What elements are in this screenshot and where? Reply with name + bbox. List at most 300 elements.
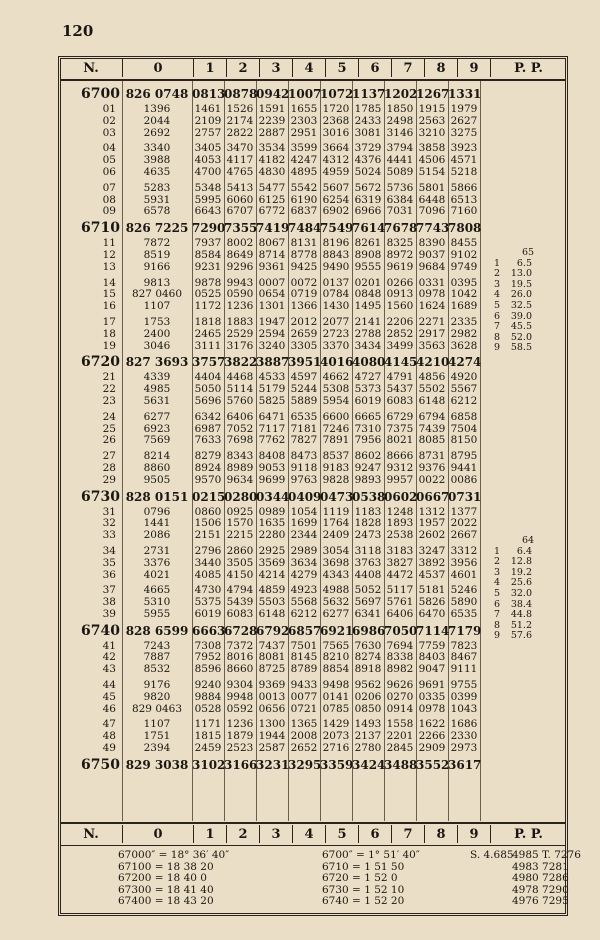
row-number: 38 xyxy=(102,596,116,609)
mantissa-4: 8789 xyxy=(290,663,318,676)
mantissa-8: 5826 xyxy=(418,596,446,609)
mantissa-3: 2594 xyxy=(258,327,286,340)
mantissa-5: 9183 xyxy=(322,461,350,474)
mantissa-7: 9312 xyxy=(386,461,414,474)
mantissa-8: 7759 xyxy=(418,639,446,652)
footer-row xyxy=(60,895,569,908)
mantissa-2: 5439 xyxy=(226,596,254,609)
header-0: 0 xyxy=(123,59,194,77)
mantissa-1: 8924 xyxy=(194,461,222,474)
pp-digit: 3 xyxy=(493,566,500,578)
mantissa-2: 1236 xyxy=(226,300,254,313)
pp-digit: 2 xyxy=(493,268,500,280)
mantissa-1: 9878 xyxy=(194,276,222,289)
mantissa-1: 7952 xyxy=(194,651,222,664)
mantissa-1: 0860 xyxy=(194,505,222,518)
mantissa-2: 5760 xyxy=(226,394,254,407)
pp-digit: 4 xyxy=(493,577,500,589)
mantissa-3: 5825 xyxy=(258,394,286,407)
mantissa-3: 8714 xyxy=(258,248,286,261)
mantissa-8: 2563 xyxy=(418,114,446,127)
mantissa-1: 6663 xyxy=(192,623,226,638)
mantissa-4: 0072 xyxy=(290,276,318,289)
mantissa-1: 3440 xyxy=(194,556,222,569)
row-number: 24 xyxy=(102,410,116,423)
arc-small: 6710 = 1 51 50 xyxy=(322,860,405,873)
mantissa-4: 0077 xyxy=(290,690,318,703)
mantissa-0: 2394 xyxy=(143,742,171,755)
mantissa-7: 2201 xyxy=(386,730,414,743)
mantissa-8: 3563 xyxy=(418,339,446,352)
mantissa-9: 9749 xyxy=(450,260,478,273)
mantissa-1: 1172 xyxy=(194,300,222,313)
mantissa-3: 0654 xyxy=(258,288,286,301)
mantissa-0: 9166 xyxy=(143,260,171,273)
row-number: 05 xyxy=(102,154,116,167)
mantissa-1: 5696 xyxy=(194,394,222,407)
pp-digit: 2 xyxy=(493,556,500,568)
row-number: 07 xyxy=(102,181,116,194)
mantissa-0: 826 0748 xyxy=(125,87,189,101)
row-number: 13 xyxy=(102,260,116,273)
mantissa-4: 1007 xyxy=(288,87,322,101)
mantissa-8: 5502 xyxy=(418,383,446,396)
mantissa-3: 6125 xyxy=(258,193,286,206)
pp-value: 13.0 xyxy=(510,268,532,280)
table-row xyxy=(60,183,566,195)
mantissa-1: 4053 xyxy=(194,154,222,167)
mantissa-0: 826 7225 xyxy=(125,221,189,236)
mantissa-4: 5889 xyxy=(290,394,318,407)
mantissa-2: 1883 xyxy=(226,315,254,328)
mantissa-3: 4533 xyxy=(258,371,286,384)
mantissa-0: 7872 xyxy=(143,237,171,250)
mantissa-9: 5218 xyxy=(450,165,478,178)
mantissa-0: 829 3038 xyxy=(125,757,189,772)
mantissa-0: 6277 xyxy=(143,410,171,423)
mantissa-5: 9490 xyxy=(322,260,350,273)
row-number: 03 xyxy=(102,126,116,139)
mantissa-5: 3698 xyxy=(322,556,350,569)
mantissa-1: 1461 xyxy=(194,103,222,115)
mantissa-7: 6083 xyxy=(386,394,414,407)
mantissa-6: 0538 xyxy=(352,489,386,504)
mantissa-9: 7179 xyxy=(448,623,482,638)
mantissa-1: 0525 xyxy=(194,288,222,301)
pp-digit: 7 xyxy=(493,321,500,333)
mantissa-8: 1267 xyxy=(416,87,450,101)
mantissa-6: 3729 xyxy=(354,142,382,155)
table-row xyxy=(60,463,566,475)
mantissa-3: 3534 xyxy=(258,142,286,155)
mantissa-8: 5154 xyxy=(418,165,446,178)
mantissa-8: 6448 xyxy=(418,193,446,206)
mantissa-9: 2667 xyxy=(450,529,478,542)
mantissa-5: 3370 xyxy=(322,339,350,352)
mantissa-6: 4727 xyxy=(354,371,382,384)
mantissa-0: 4665 xyxy=(143,584,171,597)
mantissa-4: 6190 xyxy=(290,193,318,206)
mantissa-6: 6986 xyxy=(352,623,386,638)
mantissa-2: 9304 xyxy=(226,679,254,692)
mantissa-7: 1248 xyxy=(386,505,414,518)
mantissa-6: 7614 xyxy=(352,221,386,236)
mantissa-6: 6319 xyxy=(354,193,382,206)
mantissa-7: 3827 xyxy=(386,556,414,569)
mantissa-2: 7698 xyxy=(226,434,254,447)
mantissa-8: 9376 xyxy=(418,461,446,474)
mantissa-8: 9037 xyxy=(418,248,446,261)
mantissa-9: 9441 xyxy=(450,461,478,474)
mantissa-5: 1430 xyxy=(322,300,350,313)
mantissa-9: 4571 xyxy=(450,154,478,167)
mantissa-3: 3231 xyxy=(256,757,290,772)
row-number: 02 xyxy=(102,114,116,127)
mantissa-0: 8214 xyxy=(143,450,171,463)
mantissa-1: 5348 xyxy=(194,181,222,194)
mantissa-2: 8343 xyxy=(226,450,254,463)
mantissa-3: 3887 xyxy=(256,355,290,370)
mantissa-0: 3046 xyxy=(143,339,171,352)
pp-digit: 9 xyxy=(493,630,500,642)
pp-digit: 6 xyxy=(493,310,500,322)
mantissa-8: 3858 xyxy=(418,142,446,155)
mantissa-5: 3016 xyxy=(322,126,350,139)
mantissa-8: 4537 xyxy=(418,568,446,581)
mantissa-1: 2465 xyxy=(194,327,222,340)
s-t-values: 4983 7281 xyxy=(512,860,569,873)
row-number: 09 xyxy=(102,205,116,218)
table-row xyxy=(60,435,566,447)
mantissa-5: 7891 xyxy=(322,434,350,447)
mantissa-6: 3763 xyxy=(354,556,382,569)
mantissa-5: 8210 xyxy=(322,651,350,664)
mantissa-6: 9555 xyxy=(354,260,382,273)
mantissa-5: 5632 xyxy=(322,596,350,609)
pp-digit: 6 xyxy=(493,598,500,610)
mantissa-5: 8196 xyxy=(322,237,350,250)
row-number: 34 xyxy=(102,544,116,557)
mantissa-7: 4145 xyxy=(384,355,418,370)
header-8: 8 xyxy=(425,59,458,77)
mantissa-2: 4150 xyxy=(226,568,254,581)
mantissa-8: 1622 xyxy=(418,718,446,731)
mantissa-4: 3295 xyxy=(288,757,322,772)
mantissa-3: 1301 xyxy=(258,300,286,313)
mantissa-8: 1312 xyxy=(418,505,446,518)
mantissa-6: 2137 xyxy=(354,730,382,743)
mantissa-7: 9619 xyxy=(386,260,414,273)
footer-6: 6 xyxy=(359,825,392,843)
footer-rule-2 xyxy=(60,845,566,846)
mantissa-6: 2780 xyxy=(354,742,382,755)
table-row xyxy=(60,128,566,140)
table-row xyxy=(60,84,566,104)
mantissa-1: 2109 xyxy=(194,114,222,127)
pp-value: 39.0 xyxy=(510,310,532,322)
mantissa-0: 9813 xyxy=(143,276,171,289)
mantissa-4: 9118 xyxy=(290,461,318,474)
mantissa-8: 1957 xyxy=(418,517,446,530)
mantissa-7: 2538 xyxy=(386,529,414,542)
mantissa-8: 6148 xyxy=(418,394,446,407)
mantissa-6: 3424 xyxy=(352,757,386,772)
mantissa-1: 2459 xyxy=(194,742,222,755)
mantissa-5: 0473 xyxy=(320,489,354,504)
mantissa-7: 3488 xyxy=(384,757,418,772)
mantissa-1: 7290 xyxy=(192,221,226,236)
s-t-values: 4978 7290 xyxy=(512,883,569,896)
mantissa-6: 7310 xyxy=(354,422,382,435)
mantissa-3: 8725 xyxy=(258,663,286,676)
mantissa-2: 4765 xyxy=(226,165,254,178)
mantissa-3: 0656 xyxy=(258,702,286,715)
mantissa-5: 4016 xyxy=(320,355,354,370)
row-number: 35 xyxy=(102,556,116,569)
row-number: 45 xyxy=(102,690,116,703)
mantissa-4: 2989 xyxy=(290,544,318,557)
mantissa-6: 6019 xyxy=(354,394,382,407)
mantissa-4: 7484 xyxy=(288,221,322,236)
pp-value: 52.0 xyxy=(510,331,532,343)
mantissa-0: 1751 xyxy=(143,730,171,743)
mantissa-7: 8021 xyxy=(386,434,414,447)
mantissa-7: 2206 xyxy=(386,315,414,328)
mantissa-1: 8596 xyxy=(194,663,222,676)
s-t-values: 4976 7295 xyxy=(512,895,569,907)
mantissa-5: 6921 xyxy=(320,623,354,638)
mantissa-8: 2909 xyxy=(418,742,446,755)
mantissa-5: 8843 xyxy=(322,248,350,261)
mantissa-9: 3956 xyxy=(450,556,478,569)
mantissa-0: 2692 xyxy=(143,126,171,139)
header-6: 6 xyxy=(359,59,392,77)
mantissa-0: 8860 xyxy=(143,461,171,474)
mantissa-9: 4274 xyxy=(448,355,482,370)
mantissa-9: 7823 xyxy=(450,639,478,652)
mantissa-8: 4506 xyxy=(418,154,446,167)
mantissa-7: 0914 xyxy=(386,702,414,715)
mantissa-6: 1828 xyxy=(354,517,382,530)
mantissa-2: 2174 xyxy=(226,114,254,127)
pp-value: 6.4 xyxy=(516,545,532,557)
mantissa-3: 1635 xyxy=(258,517,286,530)
mantissa-5: 8537 xyxy=(322,450,350,463)
mantissa-3: 4830 xyxy=(258,165,286,178)
footer-7: 7 xyxy=(392,825,425,843)
mantissa-4: 1365 xyxy=(290,718,318,731)
mantissa-1: 4700 xyxy=(194,165,222,178)
pp-digit: 5 xyxy=(493,299,500,311)
row-number: 08 xyxy=(102,193,116,206)
footer-notes xyxy=(60,849,581,908)
mantissa-1: 2796 xyxy=(194,544,222,557)
mantissa-2: 3505 xyxy=(226,556,254,569)
mantissa-7: 7375 xyxy=(386,422,414,435)
row-number: 06 xyxy=(102,165,116,178)
mantissa-2: 9296 xyxy=(226,260,254,273)
mantissa-0: 3376 xyxy=(143,556,171,569)
mantissa-2: 6060 xyxy=(226,193,254,206)
row-number: 32 xyxy=(102,517,116,530)
mantissa-3: 1947 xyxy=(258,315,286,328)
mantissa-9: 5890 xyxy=(450,596,478,609)
mantissa-9: 6513 xyxy=(450,193,478,206)
row-number: 04 xyxy=(102,142,116,155)
pp-value: 32.0 xyxy=(510,587,532,599)
mantissa-3: 0007 xyxy=(258,276,286,289)
row-number: 42 xyxy=(102,651,116,664)
mantissa-1: 3111 xyxy=(194,339,222,352)
mantissa-2: 0280 xyxy=(224,489,258,504)
mantissa-1: 1506 xyxy=(194,517,222,530)
mantissa-2: 9634 xyxy=(226,473,254,486)
mantissa-0: 8532 xyxy=(143,663,171,676)
mantissa-2: 1526 xyxy=(226,103,254,115)
mantissa-1: 4404 xyxy=(194,371,222,384)
mantissa-8: 9047 xyxy=(418,663,446,676)
table-row xyxy=(60,412,566,424)
mantissa-7: 4441 xyxy=(386,154,414,167)
mantissa-9: 3923 xyxy=(450,142,478,155)
mantissa-5: 3664 xyxy=(322,142,350,155)
row-number: 01 xyxy=(102,103,116,115)
mantissa-6: 8908 xyxy=(354,248,382,261)
mantissa-6: 1495 xyxy=(354,300,382,313)
mantissa-3: 9053 xyxy=(258,461,286,474)
mantissa-6: 1183 xyxy=(354,505,382,518)
mantissa-4: 5244 xyxy=(290,383,318,396)
table-row xyxy=(60,743,566,755)
table-row xyxy=(60,352,566,372)
mantissa-6: 5052 xyxy=(354,584,382,597)
footer-1: 1 xyxy=(194,825,227,843)
mantissa-7: 3146 xyxy=(386,126,414,139)
pp-value: 57.6 xyxy=(510,630,532,642)
mantissa-6: 2788 xyxy=(354,327,382,340)
mantissa-5: 6600 xyxy=(322,410,350,423)
mantissa-9: 0399 xyxy=(450,690,478,703)
mantissa-6: 0848 xyxy=(354,288,382,301)
row-number: 44 xyxy=(102,679,116,692)
mantissa-5: 3054 xyxy=(322,544,350,557)
mantissa-8: 8403 xyxy=(418,651,446,664)
mantissa-6: 3434 xyxy=(354,339,382,352)
mantissa-5: 1429 xyxy=(322,718,350,731)
footer-row xyxy=(60,872,569,885)
header-2: 2 xyxy=(227,59,260,77)
mantissa-8: 0978 xyxy=(418,288,446,301)
mantissa-7: 5736 xyxy=(386,181,414,194)
mantissa-9: 7808 xyxy=(448,221,482,236)
header-5: 5 xyxy=(326,59,359,77)
table-header xyxy=(60,59,566,77)
mantissa-3: 5503 xyxy=(258,596,286,609)
mantissa-8: 7439 xyxy=(418,422,446,435)
mantissa-0: 9505 xyxy=(143,473,171,486)
mantissa-1: 1818 xyxy=(194,315,222,328)
mantissa-2: 1236 xyxy=(226,718,254,731)
mantissa-3: 9369 xyxy=(258,679,286,692)
mantissa-9: 2627 xyxy=(450,114,478,127)
mantissa-1: 8584 xyxy=(194,248,222,261)
mantissa-6: 0206 xyxy=(354,690,382,703)
footer-8: 8 xyxy=(425,825,458,843)
mantissa-1: 3102 xyxy=(192,757,226,772)
mantissa-9: 3312 xyxy=(450,544,478,557)
mantissa-8: 2917 xyxy=(418,327,446,340)
mantissa-4: 0409 xyxy=(288,489,322,504)
row-number: 36 xyxy=(102,568,116,581)
row-number: 21 xyxy=(102,371,116,384)
mantissa-5: 4959 xyxy=(322,165,350,178)
mantissa-8: 9691 xyxy=(418,679,446,692)
mantissa-4: 6212 xyxy=(290,607,318,620)
mantissa-1: 4085 xyxy=(194,568,222,581)
mantissa-1: 7633 xyxy=(194,434,222,447)
mantissa-2: 2529 xyxy=(226,327,254,340)
mantissa-7: 0266 xyxy=(386,276,414,289)
mantissa-2: 9943 xyxy=(226,276,254,289)
mantissa-2: 8002 xyxy=(226,237,254,250)
row-number: 39 xyxy=(102,607,116,620)
mantissa-9: 2335 xyxy=(450,315,478,328)
pp-row xyxy=(482,589,532,600)
mantissa-8: 6794 xyxy=(418,410,446,423)
pp-row xyxy=(482,631,532,642)
mantissa-8: 7114 xyxy=(416,623,450,638)
mantissa-9: 5567 xyxy=(450,383,478,396)
mantissa-3: 8081 xyxy=(258,651,286,664)
header-rule xyxy=(60,79,566,81)
mantissa-8: 5801 xyxy=(418,181,446,194)
mantissa-6: 5672 xyxy=(354,181,382,194)
mantissa-0: 0796 xyxy=(143,505,171,518)
mantissa-4: 2344 xyxy=(290,529,318,542)
mantissa-9: 0395 xyxy=(450,276,478,289)
pp-digit: 1 xyxy=(493,545,500,557)
mantissa-6: 2141 xyxy=(354,315,382,328)
mantissa-4: 3951 xyxy=(288,355,322,370)
mantissa-3: 0942 xyxy=(256,87,290,101)
mantissa-4: 8131 xyxy=(290,237,318,250)
mantissa-3: 0013 xyxy=(258,690,286,703)
mantissa-4: 6535 xyxy=(290,410,318,423)
table-row xyxy=(60,704,566,716)
mantissa-5: 9498 xyxy=(322,679,350,692)
mantissa-8: 8085 xyxy=(418,434,446,447)
mantissa-3: 0989 xyxy=(258,505,286,518)
mantissa-8: 3210 xyxy=(418,126,446,139)
mantissa-3: 6792 xyxy=(256,623,290,638)
mantissa-2: 0590 xyxy=(226,288,254,301)
mantissa-8: 5181 xyxy=(418,584,446,597)
mantissa-6: 3118 xyxy=(354,544,382,557)
mantissa-2: 6707 xyxy=(226,205,254,218)
mantissa-3: 2587 xyxy=(258,742,286,755)
mantissa-9: 1042 xyxy=(450,288,478,301)
mantissa-6: 1493 xyxy=(354,718,382,731)
mantissa-8: 6470 xyxy=(418,607,446,620)
mantissa-4: 8473 xyxy=(290,450,318,463)
footer-9: 9 xyxy=(458,825,491,843)
pp-value: 44.8 xyxy=(510,609,532,621)
mantissa-8: 2271 xyxy=(418,315,446,328)
pp-value: 25.6 xyxy=(510,577,532,589)
mantissa-6: 6966 xyxy=(354,205,382,218)
mantissa-0: 5955 xyxy=(143,607,171,620)
mantissa-5: 1119 xyxy=(322,505,350,518)
